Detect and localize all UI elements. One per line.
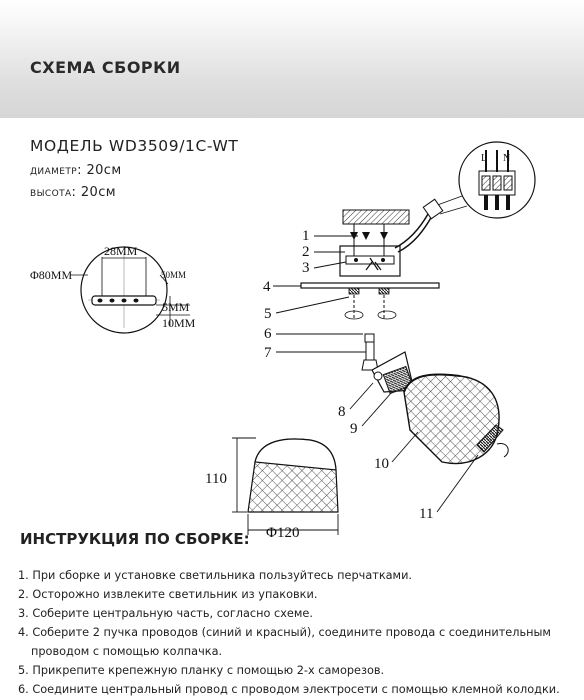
mounting-plate-detail: [30, 244, 196, 333]
callout-9: 9: [350, 421, 358, 437]
model-name: МОДЕЛЬ WD3509/1C-WT: [30, 137, 239, 155]
instruction-steps: [18, 566, 584, 699]
callout-3: 3: [302, 260, 310, 276]
callout-10: 10: [374, 456, 389, 472]
step-4: 4. Соберите 2 пучка проводов (синий и красный), соедините провода с соединительным проводом с помощью колпачка.: [18, 626, 551, 658]
callout-7: 7: [264, 345, 272, 361]
callout-8: 8: [338, 404, 346, 420]
step-1: 1. При сборке и установке светильника пользуйтесь перчатками.: [18, 569, 413, 582]
terminal-block-detail: [432, 142, 535, 218]
callout-11: 11: [419, 506, 434, 522]
height-label: высота:: [30, 185, 77, 200]
canopy-assembly: [301, 199, 443, 370]
step-2: 2. Осторожно извлеките светильник из упаковки.: [18, 588, 318, 601]
shade-diameter-label: Φ120: [266, 525, 300, 541]
diameter-label: диаметр:: [30, 163, 82, 178]
plate-5mm-label: 5ММ: [162, 300, 190, 314]
step-6: 6. Соедините центральный провод с проводом электросети с помощью клемной колодки.: [18, 683, 560, 696]
page-title: СХЕМА СБОРКИ: [30, 58, 181, 77]
callout-1: 1: [302, 228, 310, 244]
diameter-value: 20см: [86, 163, 122, 178]
plate-10mm-label: 10ММ: [162, 316, 196, 330]
terminal-l-label: L: [481, 153, 488, 164]
plate-screw-label: 50ММ: [161, 270, 187, 280]
plate-spacing-label: 28ММ: [104, 244, 138, 258]
callout-5: 5: [264, 306, 272, 322]
callout-6: 6: [264, 326, 272, 342]
instructions-title: ИНСТРУКЦИЯ ПО СБОРКЕ:: [20, 530, 250, 548]
plate-diameter-label: Φ80ММ: [30, 268, 73, 282]
step-3: 3. Соберите центральную часть, согласно схеме.: [18, 607, 313, 620]
terminal-n-label: N: [503, 153, 511, 164]
shade-dimension-drawing: [205, 438, 338, 541]
step-5: 5. Прикрепите крепежную планку с помощью 2-х саморезов.: [18, 664, 385, 677]
callout-2: 2: [302, 244, 310, 260]
shade-height-label: 110: [205, 471, 227, 487]
callout-4: 4: [263, 279, 271, 295]
height-value: 20см: [80, 185, 116, 200]
